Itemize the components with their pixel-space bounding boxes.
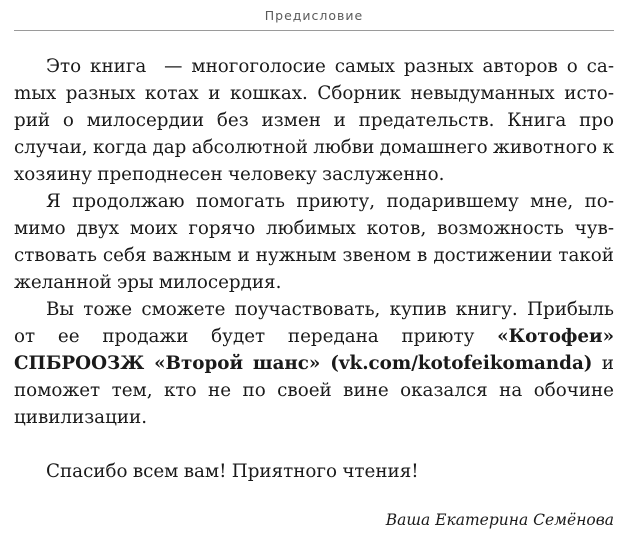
paragraph-4: Спасибо всем вам! Приятного чтения! (46, 461, 419, 482)
paragraph-3-tail: и поможет тем, кто не по своей вине оказался на обочине цивилизации. (14, 353, 614, 428)
section-title: Предисловие (264, 8, 364, 23)
paragraph-3 (14, 296, 614, 431)
paragraph-3-lead: Вы тоже сможете поучаствовать, купив книгу. Прибыль от ее продажи будет передана приюту (14, 299, 614, 347)
shelter-name-and-link: «Котофеи» СПБРООЗЖ «Второй шанс» (vk.com/kotofeikomanda) (14, 326, 614, 374)
author-signature: Ваша Екатерина Семёнова (385, 511, 614, 529)
paragraph-2: Я продолжаю помогать приюту, подарившему мне, помимо двух моих горячо любимых котов, возможность чувствовать себя важным и нужным звеном в достижении такой желанной эры милосердия. (14, 191, 614, 293)
preface-body (14, 53, 614, 485)
running-header (14, 0, 614, 31)
paragraph-1: Это книга — многоголосие самых разных авторов о саmых разных котах и кошках. Сборник невыдуманных историй о милосердии без измен и предательств. Книга про случаи, когда дар абсолютной любви домашнего животного к хозяину преподнесен человеку заслуженно. (14, 56, 614, 185)
